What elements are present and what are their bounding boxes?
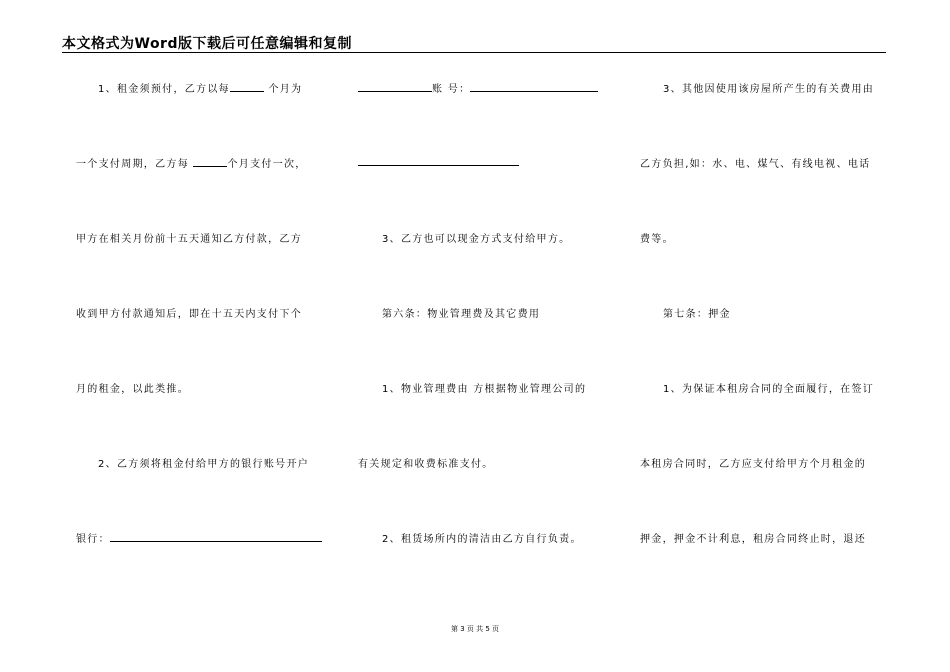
text-line: 乙方负担,如：水、电、煤气、有线电视、电话 [640,159,871,170]
text-segment: 一个支付周期，乙方每 [76,159,194,170]
text-line: 3、乙方也可以现金方式支付给甲方。 [382,234,571,245]
text-line: 甲方在相关月份前十五天通知乙方付款，乙方 [76,234,302,245]
text-line: 1、物业管理费由 方根据物业管理公司的 [382,384,587,395]
fill-blank [193,156,227,167]
fill-blank [230,81,264,92]
text-segment: 1、租金须预付，乙方以每 [98,84,230,95]
text-line [358,155,519,169]
text-line: 押金，押金不计利息，租房合同终止时，退还 [640,534,866,545]
text-line [76,530,322,545]
text-line: 2、乙方须将租金付给甲方的银行账号开户 [98,459,310,470]
text-line: 月的租金，以此类推。 [76,384,189,395]
text-segment: 银行： [76,534,110,545]
header-title: 本文格式为Word版下载后可任意编辑和复制 [62,36,352,52]
fill-blank [358,155,519,166]
text-line: 1、为保证本租房合同的全面履行，在签订 [663,384,875,395]
text-line [76,155,307,170]
text-line: 3、其他因使用该房屋所产生的有关费用由 [663,84,875,95]
text-line: 本租房合同时，乙方应支付给甲方个月租金的 [640,459,866,470]
text-line: 收到甲方付款通知后，即在十五天内支付下个 [76,309,302,320]
page-number: 第 3 页 共 5 页 [450,625,500,633]
text-line: 费等。 [640,234,674,245]
header-divider [62,52,886,53]
text-line: 第六条：物业管理费及其它费用 [382,309,541,320]
fill-blank [358,81,432,92]
text-line: 有关规定和收费标准支付。 [358,459,494,470]
text-line [98,80,302,95]
text-line [358,80,598,95]
fill-blank [470,81,598,92]
text-line: 2、租赁场所内的清洁由乙方自行负责。 [382,534,582,545]
text-line: 第七条：押金 [663,309,731,320]
fill-blank [110,531,322,542]
text-segment: 个月为 [263,84,303,95]
text-segment: 账 号： [432,84,471,95]
text-segment: 个月支付一次， [227,159,307,170]
